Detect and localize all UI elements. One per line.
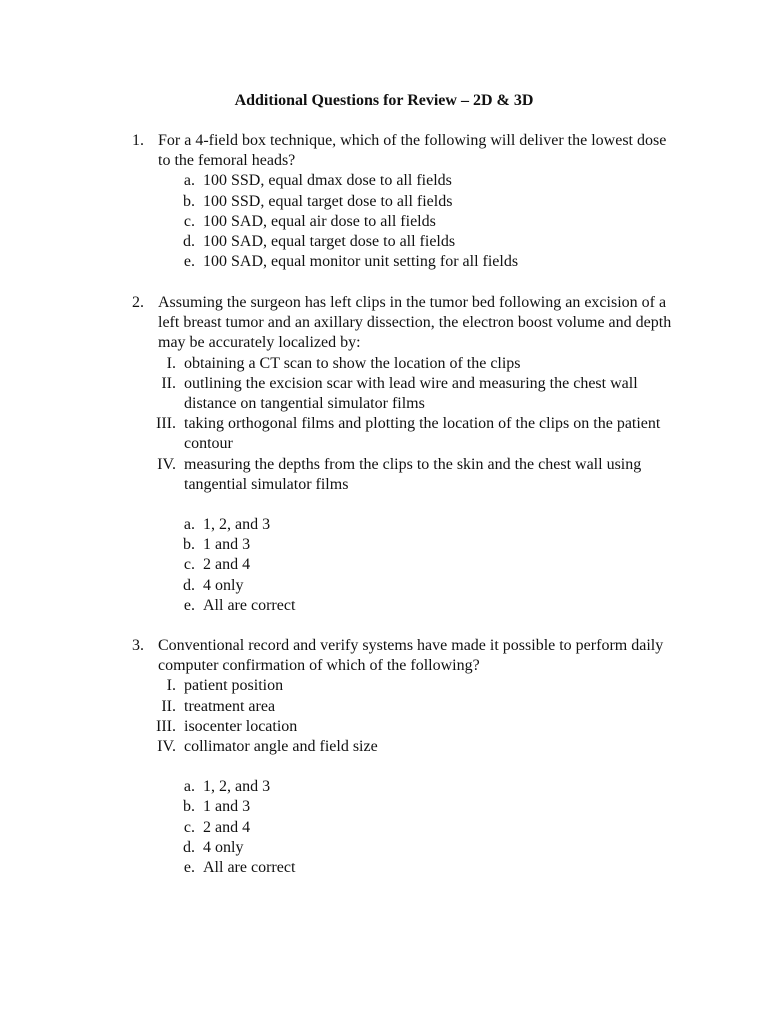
statement-item (132, 455, 672, 495)
question-text: Assuming the surgeon has left clips in the tumor bed following an excision of a left breast tumor and an axillary dissection, the electron boost volume and depth may be accurately localized by: (158, 294, 672, 352)
option-text: 4 only (203, 838, 244, 856)
statement-numeral: I. (166, 354, 176, 372)
question-text: For a 4-field box technique, which of the following will deliver the lowest dose to the femoral heads? (158, 132, 667, 170)
answer-option (132, 838, 672, 858)
option-letter: a. (183, 516, 195, 534)
question-3 (132, 636, 672, 878)
statement-numeral: I. (166, 677, 176, 695)
answer-option (132, 576, 672, 596)
question-1 (132, 131, 672, 272)
option-text: 2 and 4 (203, 556, 251, 574)
option-letter: a. (183, 172, 195, 190)
question-stem (132, 131, 672, 171)
statement-item (132, 354, 672, 374)
option-text: 2 and 4 (203, 818, 251, 836)
statement-text: outlining the excision scar with lead wire and measuring the chest wall distance on tangential simulator films (184, 374, 638, 413)
option-text: All are correct (203, 859, 296, 877)
answer-option (132, 212, 672, 232)
option-letter: d. (183, 233, 195, 251)
statement-text: treatment area (184, 697, 276, 715)
answer-options (132, 171, 672, 272)
option-letter: b. (183, 192, 195, 210)
option-text: 100 SSD, equal dmax dose to all fields (203, 172, 452, 190)
option-text: All are correct (203, 596, 296, 614)
option-letter: e. (183, 859, 195, 877)
answer-option (132, 818, 672, 838)
statement-item (132, 374, 672, 414)
answer-option (132, 232, 672, 252)
statement-item (132, 676, 672, 696)
statement-numeral: II. (161, 697, 176, 715)
question-text: Conventional record and verify systems have made it possible to perform daily computer confirmation of which of the following? (158, 637, 664, 675)
question-number: 1. (132, 132, 144, 149)
statement-text: collimator angle and field size (184, 738, 378, 756)
option-letter: c. (183, 212, 195, 230)
option-text: 1, 2, and 3 (203, 778, 271, 796)
statement-item (132, 717, 672, 737)
page-title: Additional Questions for Review – 2D & 3D (234, 92, 534, 109)
question-2 (132, 293, 672, 616)
question-number: 3. (132, 637, 144, 654)
answer-options (132, 515, 672, 616)
answer-option (132, 797, 672, 817)
option-letter: d. (183, 838, 195, 856)
answer-option (132, 252, 672, 272)
option-letter: c. (183, 556, 195, 574)
statement-text: taking orthogonal films and plotting the location of the clips on the patient contour (184, 415, 661, 453)
answer-option (132, 596, 672, 616)
option-letter: e. (183, 596, 195, 614)
option-text: 100 SAD, equal air dose to all fields (203, 212, 436, 230)
statement-item (132, 697, 672, 717)
statement-numeral: IV. (157, 455, 176, 473)
statement-numeral: III. (156, 415, 176, 433)
option-text: 100 SSD, equal target dose to all fields (203, 192, 453, 210)
spacer (132, 757, 672, 777)
statement-numeral: II. (161, 374, 176, 392)
statement-list (132, 354, 672, 495)
answer-option (132, 192, 672, 212)
statement-text: isocenter location (184, 717, 298, 735)
option-letter: a. (183, 778, 195, 796)
spacer (132, 495, 672, 515)
option-text: 4 only (203, 576, 244, 594)
option-letter: e. (183, 253, 195, 271)
option-text: 1 and 3 (203, 536, 251, 554)
question-number: 2. (132, 294, 144, 311)
statement-numeral: III. (156, 717, 176, 735)
option-letter: c. (183, 818, 195, 836)
statement-text: obtaining a CT scan to show the location of the clips (184, 354, 521, 372)
statement-text: patient position (184, 677, 284, 695)
option-text: 1, 2, and 3 (203, 516, 271, 534)
answer-option (132, 777, 672, 797)
statement-numeral: IV. (157, 738, 176, 756)
answer-option (132, 555, 672, 575)
option-text: 100 SAD, equal target dose to all fields (203, 233, 456, 251)
statement-text: measuring the depths from the clips to the skin and the chest wall using tangential simulator films (184, 455, 642, 493)
question-stem (132, 293, 672, 354)
statement-item (132, 414, 672, 454)
option-letter: d. (183, 576, 195, 594)
answer-options (132, 777, 672, 878)
option-letter: b. (183, 536, 195, 554)
option-text: 100 SAD, equal monitor unit setting for all fields (203, 253, 519, 271)
answer-option (132, 515, 672, 535)
question-stem (132, 636, 672, 676)
option-text: 1 and 3 (203, 798, 251, 816)
statement-item (132, 737, 672, 757)
answer-option (132, 171, 672, 191)
statement-list (132, 676, 672, 757)
answer-option (132, 535, 672, 555)
answer-option (132, 858, 672, 878)
option-letter: b. (183, 798, 195, 816)
